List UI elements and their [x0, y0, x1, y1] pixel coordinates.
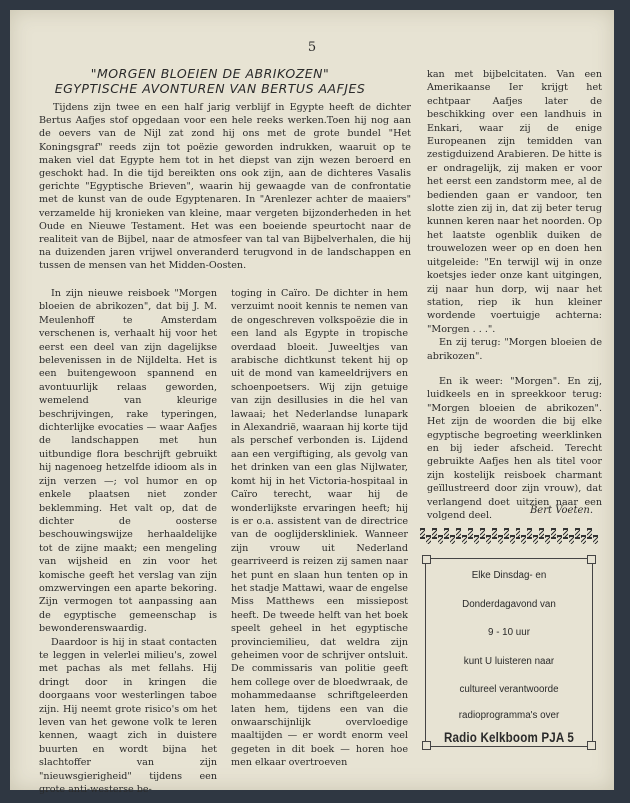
ad-line: radioprogramma's over	[458, 710, 560, 721]
column-2	[231, 287, 408, 770]
intro-paragraph: Tijdens zijn twee en een half jarig verblijf in Egypte heeft de dichter Bertus Aafjes stof opgedaan voor een hele reeks werken.Toen hij nog aan de oevers van de Nijl zat zond hij ons met de grote bundel "Het Koningsgraf" reeds zijn tot poëzie geworden indrukken, waaruit op te maken viel dat Egypte hem tot in het diepst van zijn wezen beroerd en geschokt had. In die tijd bereikten ons ook zijn, aan de dichteres Vasalis gerichte "Egyptische Brieven", waarin hij gewaagde van de confrontatie met de kunst van de oude Egyptenaren. In "Arenlezer achter de maaiers" verzamelde hij kronieken van kleine, maar vergeten bijzonderheden in het Oude en Nieuwe Testament. Het was een boeiende speurtocht naar de realiteit van de Bijbel, naar de atmosfeer van tal van Bijbelverhalen, die hij na duizenden jaren vrijwel onveranderd terugvond in de landschappen en tussen de mensen van het Midden-Oosten.	[39, 102, 411, 272]
page-number: 5	[307, 40, 317, 55]
radio-advertisement	[425, 558, 593, 747]
article-title	[50, 66, 370, 96]
column-1-paragraph: In zijn nieuwe reisboek "Morgen bloeien de abrikozen", dat bij J. M. Meulenhoff te Amsterdam verschenen is, verhaalt hij voor het eerst een deel van zijn dagelijkse belevenissen in de Nijldelta. Het is een buitengewoon spannend en avontuurlijk relaas geworden, wemelend van kleurige beschrijvingen, rake typeringen, dichterlijke evocaties — waar Aafjes de landschappen met hun uitbundige flora beschrijft gebruikt hij nagenoeg hetzelfde idioom als in zijn verzen —; vol humor en op enkele plaatsen niet zonder beklemming. Het valt op, dat de dichter de oosterse beschouwingswijze herhaaldelijke tot de zijne maakt; een mengeling van wijsheid en zin voor het komische geeft het verslag van zijn omzwervingen een aparte bekoring. Zijn vermogen tot aanpassing aan de egyptische gemeenschap is bewonderenswaardig.	[39, 288, 217, 635]
ad-line: Donderdagavond van	[462, 599, 556, 610]
author-signature: Bert Voeten.	[529, 505, 593, 516]
corner-ornament	[587, 555, 596, 564]
corner-ornament	[587, 741, 596, 750]
column-1-paragraph: Daardoor is hij in staat contacten te leggen in velerlei milieu's, zowel met pachas als met fellahs. Hij dringt door in kringen die doorgaans voor westerlingen taboe zijn. Hij neemt grote risico's om het leven van het gewone volk te leren kennen, waagt zich in duistere buurten en wordt bijna het slachtoffer van zijn "nieuwsgierigheid" tijdens een grote anti-westerse be-	[39, 636, 217, 796]
title-line-1: "MORGEN BLOEIEN DE ABRIKOZEN"	[90, 66, 330, 81]
decorative-border	[420, 528, 598, 544]
column-3-paragraph: En ik weer: "Morgen". En zij, luidkeels en in spreekkoor terug: "Morgen bloeien de abrikozen". Het zijn de woorden die bij elke egyptische begroeting weerklinken en bij ieder afscheid. Terecht gebruikte Aafjes hen als titel voor zijn kostelijk reisboek charmant geïllustreerd door zijn vrouw), dat verlangend doet uitzien naar een volgend deel.	[427, 375, 602, 521]
magazine-page	[10, 10, 614, 796]
ad-line: Elke Dinsdag- en	[471, 570, 547, 581]
column-3-paragraph: En zij terug: "Morgen bloeien de abrikozen".	[427, 337, 602, 362]
column-3-paragraph: kan met bijbelcitaten. Van een Amerikaanse Ier krijgt het echtpaar Aafjes later de beschikking over een landhuis in Enkari, waar zij de enige Europeanen zijn temidden van zestigduizend Arabieren. De hitte is er ondragelijk, zij maken er voor het eerst een zandstorm mee, al de bedienden gaan er vandoor, ten slotte zien zij in, dat zij beter terug kunnen keren naar het noorden. Op het laatste ogenblik duiken de trouwelozen weer op en doen hen uitgeleide: "En terwijl wij in onze koetsjes ieder onze kant uitgingen, zij naar hun dorp, wij naar het station, riep ik hun kleiner wordende voertuigje achterna: "Morgen . . .".	[427, 69, 602, 335]
radio-station-name: Radio Kelkboom PJA 5	[443, 730, 575, 745]
corner-ornament	[422, 741, 431, 750]
ad-line: 9 - 10 uur	[488, 627, 530, 638]
column-1	[39, 287, 217, 796]
ad-line: cultureel verantwoorde	[459, 684, 559, 695]
title-line-2: EGYPTISCHE AVONTUREN VAN BERTUS AAFJES	[54, 81, 366, 96]
ad-line: kunt U luisteren naar	[463, 656, 555, 667]
column-3	[427, 68, 602, 522]
column-2-paragraph: toging in Caïro. De dichter in hem verzuimt nooit kennis te nemen van de ongeschreven volkspoëzie die in een land als Egypte in tropische overdaad bloeit. Juweeltjes van arabische dichtkunst tekent hij op uit de mond van kameeldrijvers en schoenpoetsers. Wij zijn getuige van zijn desillusies in die hel van lawaai; het Nederlandse lunapark in Alexandrië, waaraan hij korte tijd als perschef verbonden is. Lijdend aan een vergiftiging, als gevolg van het drinken van een glas Nijlwater, komt hij in het Victoria-hospitaal in Caïro terecht, waar hij de wonderlijkste ervaringen heeft; hij is er o.a. assistent van de directrice van de ooglijderskliniek. Wanneer zijn vrouw uit Nederland gearriveerd is reizen zij samen naar het punt en slaan hun tenten op in het stadje Mattawi, waar de engelse Miss Matthews een missiepost heeft. De tweede helft van het boek speelt geheel in het egyptische provinciemilieu, dat weldra zijn geheimen voor de schrijver ontsluit. De commissaris van politie geeft hem college over de bloedwraak, de mohammedaanse schriftgeleerden laten hem, tijdens een van die onwaarschijnlijk overvloedige maaltijden — er wordt enorm veel gegeten in dit boek — horen hoe men elkaar overtroeven	[231, 288, 408, 769]
corner-ornament	[422, 555, 431, 564]
